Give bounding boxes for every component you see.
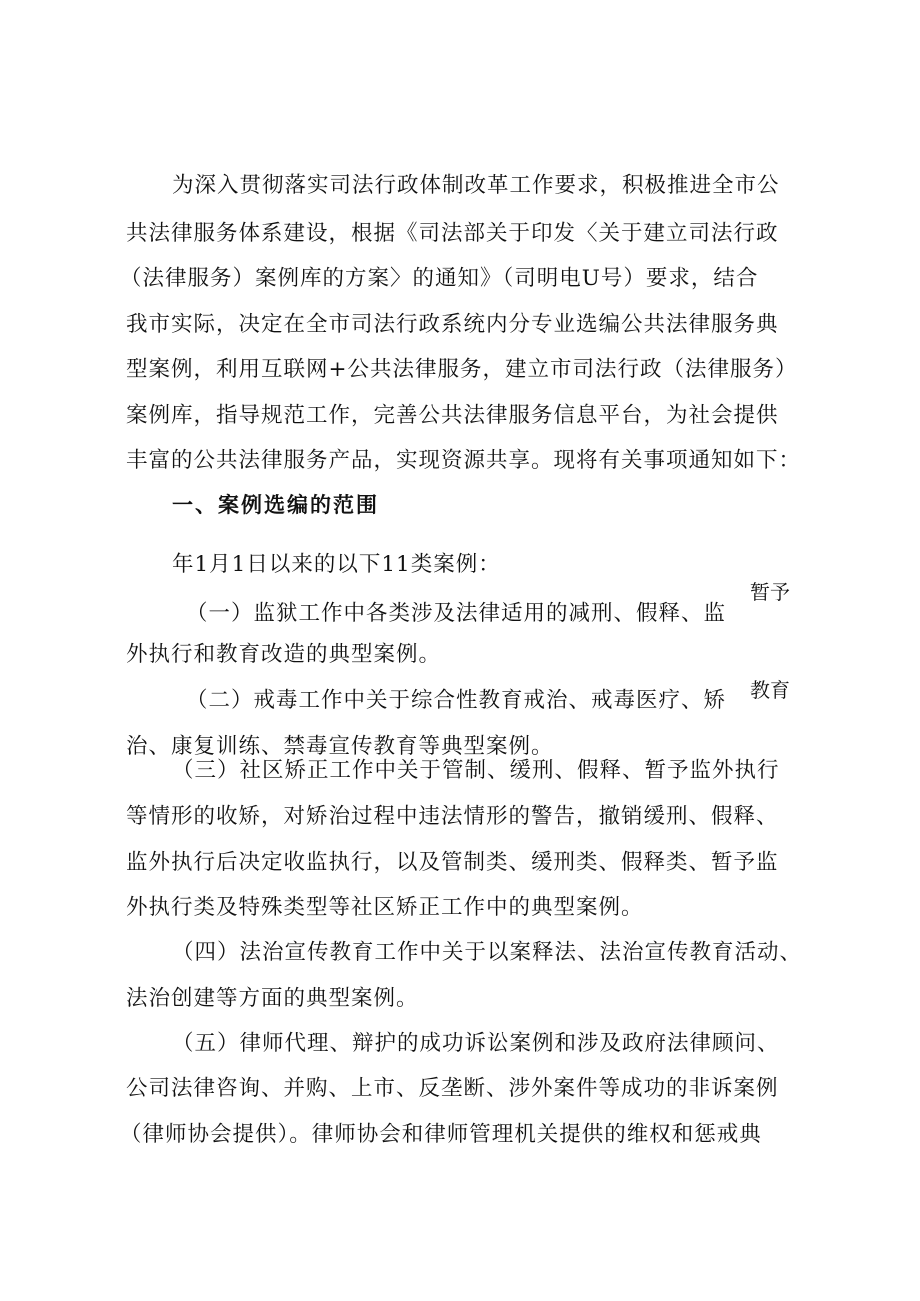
intro-line: （法律服务）案例库的方案〉的通知》（司明电U号）要求，结合 [120,266,759,291]
item-5-line: （律师协会提供）。律师协会和律师管理机关提供的维权和惩戒典 [120,1122,762,1147]
item-3-line: （三）社区矫正工作中关于管制、缓刑、假释、暂予监外执行 [172,758,780,783]
item-1-overflow-text: 暂予 [750,580,790,604]
item-5-line: （五）律师代理、辩护的成功诉讼案例和涉及政府法律顾问、 [172,1031,780,1056]
intro-line: 共法律服务体系建设，根据《司法部关于印发〈关于建立司法行政 [126,221,779,246]
item-2-clipped-line [120,732,680,759]
intro-line: 为深入贯彻落实司法行政体制改革工作要求，积极推进全市公 [172,173,780,198]
item-3-line: 等情形的收矫，对矫治过程中违法情形的警告，撤销缓刑、假释、 [126,804,779,829]
item-2-overflow-text: 教育 [750,678,790,702]
item-1-line: （一）监狱工作中各类涉及法律适用的减刑、假释、监 [186,601,727,626]
item-1-line: 外执行和教育改造的典型案例。 [126,642,442,667]
item-2-line: （二）戒毒工作中关于综合性教育戒治、戒毒医疗、矫 [186,688,727,713]
intro-line: 型案例，利用互联网+公共法律服务，建立市司法行政（法律服务） [126,357,798,382]
item-4-line: （四）法治宣传教育工作中关于以案释法、法治宣传教育活动、 [172,940,803,965]
section-heading: 一、案例选编的范围 [172,493,379,517]
intro-line: 案例库，指导规范工作，完善公共法律服务信息平台，为社会提供 [126,403,779,428]
item-4-line: 法治创建等方面的典型案例。 [126,986,419,1011]
intro-line: 丰富的公共法律服务产品，实现资源共享。现将有关事项通知如下： [126,448,802,473]
intro-line: 我市实际，决定在全市司法行政系统内分专业选编公共法律服务典 [126,312,779,337]
item-3-line: 外执行类及特殊类型等社区矫正工作中的典型案例。 [126,895,644,920]
scope-line: 年1月1日以来的以下11类案例： [172,552,501,577]
item-2-line: 治、康复训练、禁毒宣传教育等典型案例。 [126,734,554,759]
item-3-line: 监外执行后决定收监执行，以及管制类、缓刑类、假释类、暂予监 [126,850,779,875]
item-5-line: 公司法律咨询、并购、上市、反垄断、涉外案件等成功的非诉案例 [126,1076,779,1101]
